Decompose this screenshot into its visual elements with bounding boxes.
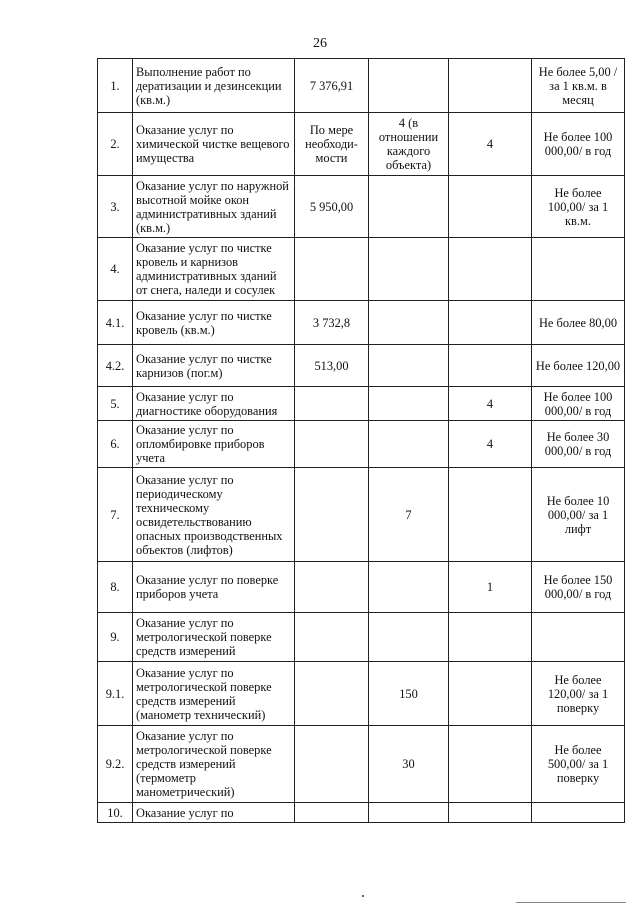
service-name: Оказание услуг по наружной высотной мойке окон административных зданий (кв.м.) xyxy=(133,176,295,238)
quantity-cell xyxy=(369,803,449,823)
frequency-cell: 4 xyxy=(449,421,532,468)
quantity-cell xyxy=(369,613,449,662)
services-table xyxy=(97,58,625,823)
table-row xyxy=(98,238,625,301)
frequency-cell xyxy=(449,176,532,238)
volume-cell: 7 376,91 xyxy=(295,59,369,113)
quantity-cell xyxy=(369,562,449,613)
row-number: 7. xyxy=(98,468,133,562)
page-number: 26 xyxy=(313,36,327,51)
frequency-cell xyxy=(449,468,532,562)
service-name: Выполнение работ по дератизации и дезинсекции (кв.м.) xyxy=(133,59,295,113)
service-name: Оказание услуг по чистке кровель и карнизов административных зданий от снега, наледи и сосулек xyxy=(133,238,295,301)
price-cell: Не более 100 000,00/ в год xyxy=(532,387,625,421)
table-row xyxy=(98,301,625,345)
row-number: 4.2. xyxy=(98,345,133,387)
table-row xyxy=(98,613,625,662)
frequency-cell xyxy=(449,803,532,823)
quantity-cell: 150 xyxy=(369,662,449,726)
row-number: 3. xyxy=(98,176,133,238)
scan-artifact xyxy=(362,895,364,897)
row-number: 9.2. xyxy=(98,726,133,803)
volume-cell xyxy=(295,803,369,823)
volume-cell xyxy=(295,662,369,726)
frequency-cell: 1 xyxy=(449,562,532,613)
service-name: Оказание услуг по поверке приборов учета xyxy=(133,562,295,613)
volume-cell xyxy=(295,387,369,421)
table-row xyxy=(98,59,625,113)
price-cell: Не более 120,00 xyxy=(532,345,625,387)
service-name: Оказание услуг по метрологической поверке средств измерений (манометр технический) xyxy=(133,662,295,726)
volume-cell: По мере необходи-мости xyxy=(295,113,369,176)
frequency-cell xyxy=(449,662,532,726)
service-name: Оказание услуг по химической чистке вещевого имущества xyxy=(133,113,295,176)
service-name: Оказание услуг по диагностике оборудования xyxy=(133,387,295,421)
price-cell: Не более 100,00/ за 1 кв.м. xyxy=(532,176,625,238)
volume-cell xyxy=(295,562,369,613)
row-number: 6. xyxy=(98,421,133,468)
price-cell xyxy=(532,613,625,662)
row-number: 9. xyxy=(98,613,133,662)
price-cell: Не более 5,00 / за 1 кв.м. в месяц xyxy=(532,59,625,113)
frequency-cell xyxy=(449,726,532,803)
volume-cell xyxy=(295,468,369,562)
row-number: 2. xyxy=(98,113,133,176)
quantity-cell xyxy=(369,238,449,301)
service-name: Оказание услуг по метрологической поверке средств измерений (термометр манометрический) xyxy=(133,726,295,803)
price-cell: Не более 10 000,00/ за 1 лифт xyxy=(532,468,625,562)
frequency-cell xyxy=(449,345,532,387)
service-name: Оказание услуг по xyxy=(133,803,295,823)
frequency-cell: 4 xyxy=(449,387,532,421)
frequency-cell xyxy=(449,301,532,345)
price-cell: Не более 80,00 xyxy=(532,301,625,345)
frequency-cell xyxy=(449,238,532,301)
price-cell: Не более 500,00/ за 1 поверку xyxy=(532,726,625,803)
volume-cell xyxy=(295,238,369,301)
row-number: 1. xyxy=(98,59,133,113)
quantity-cell: 30 xyxy=(369,726,449,803)
quantity-cell xyxy=(369,301,449,345)
volume-cell xyxy=(295,613,369,662)
row-number: 5. xyxy=(98,387,133,421)
quantity-cell xyxy=(369,59,449,113)
quantity-cell: 4 (в отношении каждого объекта) xyxy=(369,113,449,176)
price-cell: Не более 30 000,00/ в год xyxy=(532,421,625,468)
price-cell: Не более 120,00/ за 1 поверку xyxy=(532,662,625,726)
frequency-cell: 4 xyxy=(449,113,532,176)
table-row xyxy=(98,345,625,387)
table-row xyxy=(98,662,625,726)
row-number: 4. xyxy=(98,238,133,301)
table-row xyxy=(98,562,625,613)
price-cell xyxy=(532,803,625,823)
row-number: 8. xyxy=(98,562,133,613)
frequency-cell xyxy=(449,613,532,662)
table-row xyxy=(98,387,625,421)
row-number: 10. xyxy=(98,803,133,823)
volume-cell xyxy=(295,421,369,468)
quantity-cell xyxy=(369,387,449,421)
volume-cell: 3 732,8 xyxy=(295,301,369,345)
service-name: Оказание услуг по чистке кровель (кв.м.) xyxy=(133,301,295,345)
quantity-cell: 7 xyxy=(369,468,449,562)
table-row xyxy=(98,421,625,468)
table-row xyxy=(98,726,625,803)
service-name: Оказание услуг по метрологической поверке средств измерений xyxy=(133,613,295,662)
table-row xyxy=(98,176,625,238)
quantity-cell xyxy=(369,345,449,387)
service-name: Оказание услуг по чистке карнизов (пог.м) xyxy=(133,345,295,387)
quantity-cell xyxy=(369,176,449,238)
price-cell: Не более 100 000,00/ в год xyxy=(532,113,625,176)
volume-cell xyxy=(295,726,369,803)
volume-cell: 513,00 xyxy=(295,345,369,387)
volume-cell: 5 950,00 xyxy=(295,176,369,238)
table-row xyxy=(98,803,625,823)
price-cell: Не более 150 000,00/ в год xyxy=(532,562,625,613)
table-row xyxy=(98,113,625,176)
table-row xyxy=(98,468,625,562)
row-number: 9.1. xyxy=(98,662,133,726)
service-name: Оказание услуг по периодическому техническому освидетельствованию опасных производственных объектов (лифтов) xyxy=(133,468,295,562)
scan-edge-mark xyxy=(516,902,626,903)
quantity-cell xyxy=(369,421,449,468)
row-number: 4.1. xyxy=(98,301,133,345)
price-cell xyxy=(532,238,625,301)
frequency-cell xyxy=(449,59,532,113)
service-name: Оказание услуг по опломбировке приборов учета xyxy=(133,421,295,468)
